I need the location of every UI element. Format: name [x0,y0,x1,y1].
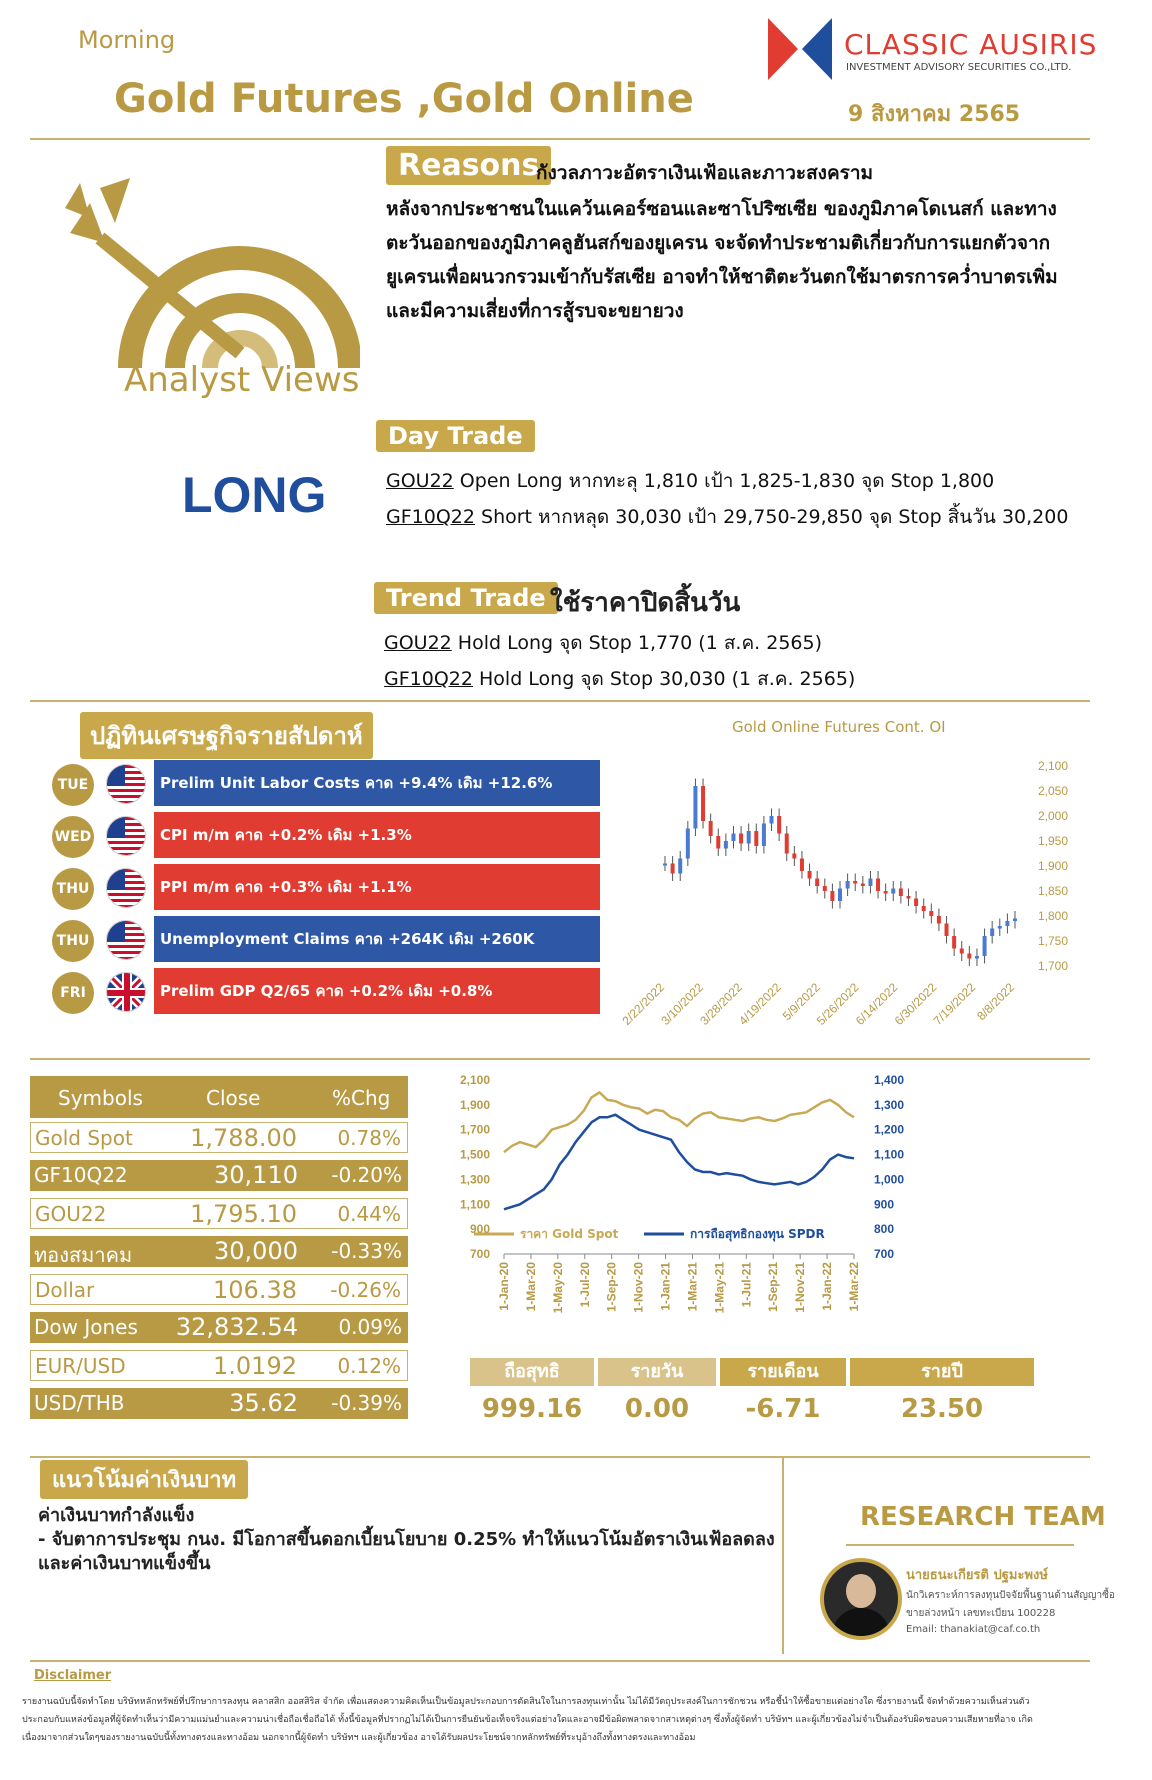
candle-mark [739,834,743,844]
x-tick-label: 1-Jan-21 [658,1262,673,1311]
symbol-cell: USD/THB [34,1391,125,1415]
brand-subtitle: INVESTMENT ADVISORY SECURITIES CO.,LTD. [846,62,1072,73]
close-cell: 1,795.10 [190,1200,297,1228]
chg-cell: -0.39% [331,1391,402,1415]
close-cell: 1,788.00 [190,1124,297,1152]
candle-mark [868,879,872,887]
day-badge: FRI [52,972,94,1014]
candle-mark [724,841,728,849]
close-cell: 30,110 [214,1161,298,1189]
trade-text: Open Long หากทะลุ 1,810 เป้า 1,825-1,830 จุด Stop 1,800 [453,470,995,492]
day-trade-tag: Day Trade [376,420,535,452]
y-tick-label: 1,800 [1038,909,1069,923]
day-trade-row [386,466,994,496]
calendar-event-row [52,968,600,1016]
candle-mark [815,879,819,887]
symbol-cell: EUR/USD [35,1354,126,1378]
candle-mark [830,891,834,901]
candle-mark [777,816,781,834]
table-row [30,1312,408,1343]
candle-mark [1013,919,1017,922]
chg-cell: -0.26% [330,1278,401,1302]
candle-mark [838,889,842,902]
y-tick-label: 1,950 [1038,834,1069,848]
x-tick-label: 6/30/2022 [891,980,940,1028]
calendar-event-row [52,760,600,808]
y-right-tick-label: 900 [874,1197,895,1212]
candle-mark [884,891,888,894]
candle-mark [792,854,796,859]
trade-text: Short หากหลุด 30,030 เป้า 29,750-29,850 จุด Stop สิ้นวัน 30,200 [474,506,1069,528]
x-tick-label: 6/14/2022 [852,980,901,1028]
spdr-value: -6.71 [745,1394,821,1424]
candle-mark [899,889,903,897]
x-tick-label: 1-Mar-21 [685,1262,700,1312]
candle-mark [678,859,682,874]
table-row [30,1198,408,1229]
spdr-header: รายปี [850,1358,1034,1386]
candle-mark [770,816,774,824]
symbol-link[interactable]: GOU22 [384,632,452,654]
research-divider [846,1544,1074,1546]
candle-mark [823,886,827,891]
candle-mark [754,831,758,846]
x-tick-label: 1-Mar-20 [523,1262,538,1312]
day-trade-row [386,502,1068,532]
calendar-tag: ปฏิทินเศรษฐกิจรายสัปดาห์ [80,712,373,759]
x-tick-label: 4/19/2022 [736,980,784,1028]
chg-cell: -0.33% [331,1239,402,1263]
close-cell: 1.0192 [213,1352,297,1380]
legend-label: ราคา Gold Spot [520,1227,619,1241]
spdr-value: 23.50 [900,1394,984,1424]
y-left-tick-label: 1,700 [459,1122,490,1137]
candle-mark [1005,921,1009,926]
calendar-event-row [52,864,600,912]
disclaimer-line: เนื่องมาจากส่วนใดๆของรายงานฉบับนี้ทั้งทางตรงและทางอ้อม นอกจากนี้ผู้จัดทำ บริษัทฯ และผู้เกี่ยวข้อง อาจได้รับผลประโยชน์จากหลักทรัพย์ที่ระบุอ้างถึงทั้งทางตรงและทางอ้อม [22,1733,696,1743]
candle-mark [983,936,987,956]
close-cell: 32,832.54 [175,1313,298,1341]
legend-label: การถือสุทธิกองทุน SPDR [690,1227,825,1241]
y-right-tick-label: 800 [874,1222,895,1237]
candle-mark [808,871,812,879]
baht-trend-tag: แนวโน้มค่าเงินบาท [40,1460,248,1499]
vertical-divider [782,1458,784,1654]
y-tick-label: 1,900 [1038,859,1069,873]
y-right-tick-label: 1,000 [874,1172,905,1187]
research-team-title: RESEARCH TEAM [860,1502,1106,1532]
candle-mark [945,924,949,937]
y-left-tick-label: 2,100 [459,1073,490,1087]
y-left-tick-label: 1,900 [459,1097,490,1112]
analyst-license: ขายล่วงหน้า เลขทะเบียน 100228 [906,1608,1056,1619]
x-tick-label: 3/10/2022 [658,980,707,1028]
calendar-event-row [52,812,600,860]
candle-mark [686,829,690,859]
candle-mark [891,889,895,894]
table-row [30,1236,408,1267]
symbol-link[interactable]: GF10Q22 [384,668,473,690]
spdr-value: 999.16 [481,1394,583,1424]
calendar-event-row [52,916,600,964]
chg-cell: 0.44% [337,1202,401,1226]
calendar-event: Prelim Unit Labor Costs คาด +9.4% เดิม +12.6% [154,760,600,806]
candle-mark [861,884,865,887]
trade-text: Hold Long จุด Stop 30,030 (1 ส.ค. 2565) [472,668,856,690]
x-tick-label: 7/19/2022 [930,980,979,1028]
x-tick-label: 5/9/2022 [779,980,823,1024]
target-arrow-icon [60,178,360,373]
uk-flag-icon [106,972,146,1012]
day-badge: TUE [52,764,94,806]
y-left-tick-label: 1,300 [459,1172,490,1187]
x-tick-label: 3/28/2022 [697,980,745,1028]
reason-line: และมีความเสี่ยงที่การสู้รบจะขยายวง [386,300,684,322]
y-left-tick-label: 1,500 [459,1147,490,1162]
y-right-tick-label: 1,300 [874,1097,905,1112]
candle-mark [747,831,751,844]
candle-mark [967,954,971,959]
y-left-tick-label: 700 [469,1247,490,1261]
candle-mark [906,896,910,899]
candle-mark [785,834,789,854]
trend-trade-tag: Trend Trade [374,582,558,614]
x-tick-label: 1-Nov-21 [793,1262,808,1313]
us-flag-icon [106,868,146,908]
x-tick-label: 1-Sep-21 [766,1262,781,1313]
spdr-header: รายวัน [598,1358,716,1386]
x-tick-label: 2/22/2022 [619,980,668,1028]
reasons-tag: Reasons [386,146,551,185]
table-header-cell: Symbols [58,1086,143,1110]
candle-mark [846,881,850,889]
candle-mark [663,864,667,866]
header-divider [30,138,1090,140]
x-tick-label: 1-Jul-20 [577,1262,592,1308]
spdr-header: ถือสุทธิ [470,1358,594,1386]
section-divider [30,1456,1090,1458]
candle-mark [990,929,994,937]
table-header-row [30,1076,408,1118]
candle-mark [975,956,979,959]
calendar-event: PPI m/m คาด +0.3% เดิม +1.1% [154,864,600,910]
candle-mark [709,821,713,836]
x-tick-label: 1-Nov-20 [631,1262,646,1313]
y-left-tick-label: 900 [469,1222,490,1237]
x-tick-label: 8/8/2022 [974,980,1018,1024]
day-badge: THU [52,868,94,910]
series-line [504,1092,854,1152]
section-divider [30,1058,1090,1060]
analyst-view-signal: LONG [182,467,327,523]
candle-mark [937,916,941,924]
table-row [30,1388,408,1419]
disclaimer-title: Disclaimer [34,1668,112,1683]
candle-mark [731,834,735,842]
report-title: Gold Futures ,Gold Online [114,76,694,122]
y-left-tick-label: 1,100 [459,1197,490,1212]
trend-trade-note: ใช้ราคาปิดสิ้นวัน [550,588,741,618]
brand-logo [768,18,832,80]
table-row [30,1160,408,1191]
baht-line: และค่าเงินบาทแข็งขึ้น [38,1553,211,1574]
close-cell: 106.38 [213,1276,297,1304]
x-tick-label: 1-May-21 [712,1262,727,1314]
chg-cell: -0.20% [331,1163,402,1187]
chart-title: Gold Online Futures Cont. OI [732,718,946,736]
trade-text: Hold Long จุด Stop 1,770 (1 ส.ค. 2565) [451,632,823,654]
calendar-event: CPI m/m คาด +0.2% เดิม +1.3% [154,812,600,858]
day-badge: THU [52,920,94,962]
table-row [30,1350,408,1381]
table-header-cell: %Chg [332,1086,391,1110]
symbol-cell: Dow Jones [34,1315,138,1339]
table-header-cell: Close [206,1086,261,1110]
candle-mark [853,881,857,884]
table-row [30,1122,408,1153]
chg-cell: 0.09% [338,1315,402,1339]
candle-mark [716,836,720,849]
chg-cell: 0.78% [337,1126,401,1150]
candle-mark [701,786,705,821]
candle-mark [876,879,880,892]
spdr-value: 0.00 [624,1394,690,1424]
us-flag-icon [106,920,146,960]
candle-mark [762,824,766,847]
x-tick-label: 1-Jul-21 [739,1262,754,1308]
gold-spot-spdr-chart [454,1066,1054,1336]
candle-mark [952,936,956,949]
x-tick-label: 1-Sep-20 [604,1262,619,1313]
table-row [30,1274,408,1305]
close-cell: 35.62 [229,1389,298,1417]
symbol-cell: Gold Spot [35,1126,133,1150]
x-tick-label: 1-May-20 [550,1262,565,1314]
candle-mark [671,864,675,874]
brand-name: CLASSIC AUSIRIS [844,28,1098,61]
analyst-role: นักวิเคราะห์การลงทุนปัจจัยพื้นฐานด้านสัญญาซื้อ [906,1590,1115,1601]
analyst-email: Email: thanakiat@caf.co.th [906,1624,1041,1635]
candle-mark [998,926,1002,929]
analyst-views-label: Analyst Views [124,360,360,400]
x-tick-label: 1-Mar-22 [847,1262,861,1312]
x-tick-label: 5/26/2022 [813,980,862,1028]
section-divider [30,1660,1090,1662]
candle-mark [693,786,697,829]
baht-line: - จับตาการประชุม กนง. มีโอกาสขึ้นดอกเบี้ยนโยบาย 0.25% ทำให้แนวโน้มอัตราเงินเฟ้อลดลง [38,1529,775,1550]
y-tick-label: 1,750 [1038,934,1069,948]
symbol-cell: GF10Q22 [34,1163,128,1187]
chg-cell: 0.12% [337,1354,401,1378]
analyst-name: นายธนะเกียรติ ปฐมะพงษ์ [906,1568,1048,1583]
disclaimer-line: รายงานฉบับนี้จัดทำโดย บริษัทหลักทรัพย์ที่ปรึกษาการลงทุน คลาสสิก ออสสิริส จำกัด เพื่อแสดงความคิดเห็นเป็นข้อมูลประกอบการตัดสินใจในการลงทุนเท่านั้น ไม่ได้มีวัตถุประสงค์ในการชักชวน หรือชี้นำให้ซื้อขายแต่อย่างใด ซึ่งรายงานนี้ จัดทำด้วยความเห็นส่วนตัว [22,1697,1030,1707]
reason-line: ตะวันออกของภูมิภาคลูฮันสก์ของยูเครน จะจัดทำประชามติเกี่ยวกับการแยกตัวจาก [386,232,1051,254]
calendar-event: Unemployment Claims คาด +264K เดิม +260K [154,916,600,962]
spdr-header: รายเดือน [720,1358,846,1386]
section-divider [30,700,1090,702]
symbol-link[interactable]: GF10Q22 [386,506,475,528]
us-flag-icon [106,764,146,804]
trend-trade-row [384,628,822,658]
reason-line: หลังจากประชาชนในแคว้นเคอร์ซอนและซาโปริซเซีย ของภูมิภาคโดเนสก์ และทาง [386,198,1057,220]
y-tick-label: 2,000 [1038,809,1069,823]
y-tick-label: 2,050 [1038,784,1069,798]
symbol-cell: Dollar [35,1278,95,1302]
candle-mark [929,911,933,916]
avatar [820,1558,902,1640]
calendar-event: Prelim GDP Q2/65 คาด +0.2% เดิม +0.8% [154,968,600,1014]
close-cell: 30,000 [214,1237,298,1265]
disclaimer-line: ประกอบกับแหล่งข้อมูลที่ผู้จัดทำเห็นว่ามีความแม่นยำและความน่าเชื่อถือเชื่อถือได้ ทั้งนี้ข้อมูลที่ปรากฏไม่ได้เป็นการยืนยันข้อเท็จจริงแต่อย่างใดและอาจมีข้อผิดพลาดจากสาเหตุต่างๆ ซึ่งทั้งผู้จัดทำ บริษัทฯ และผู้เกี่ยวข้องไม่จำเป็นต้องรับผิดชอบความเสียหายที่อาจ เกิด [22,1715,1033,1725]
baht-line: ค่าเงินบาทกำลังแข็ง [38,1505,195,1526]
gold-online-futures-chart [610,740,1090,1050]
y-tick-label: 1,700 [1038,959,1069,973]
y-right-tick-label: 700 [874,1247,895,1261]
trend-trade-row [384,664,855,694]
reason-line: ยูเครนเพื่อผนวกรวมเข้ากับรัสเซีย อาจทำให้ชาติตะวันตกใช้มาตรการคว่ำบาตรเพิ่ม [386,266,1058,288]
candle-mark [914,899,918,907]
x-tick-label: 1-Jan-20 [497,1262,511,1311]
y-tick-label: 1,850 [1038,884,1069,898]
candle-mark [960,949,964,954]
y-right-tick-label: 1,400 [874,1073,905,1087]
y-right-tick-label: 1,100 [874,1147,905,1162]
x-tick-label: 1-Jan-22 [820,1262,835,1311]
report-kicker: Morning [78,26,176,54]
symbol-cell: ทองสมาคม [34,1243,133,1267]
reason-line: กังวลภาวะอัตราเงินเฟ้อและภาวะสงคราม [536,162,874,184]
symbol-cell: GOU22 [35,1202,107,1226]
day-badge: WED [52,816,94,858]
us-flag-icon [106,816,146,856]
y-tick-label: 2,100 [1038,759,1069,773]
candle-mark [922,906,926,911]
report-date: 9 สิงหาคม 2565 [848,102,1021,127]
candle-mark [800,859,804,872]
symbol-link[interactable]: GOU22 [386,470,454,492]
y-right-tick-label: 1,200 [874,1122,905,1137]
